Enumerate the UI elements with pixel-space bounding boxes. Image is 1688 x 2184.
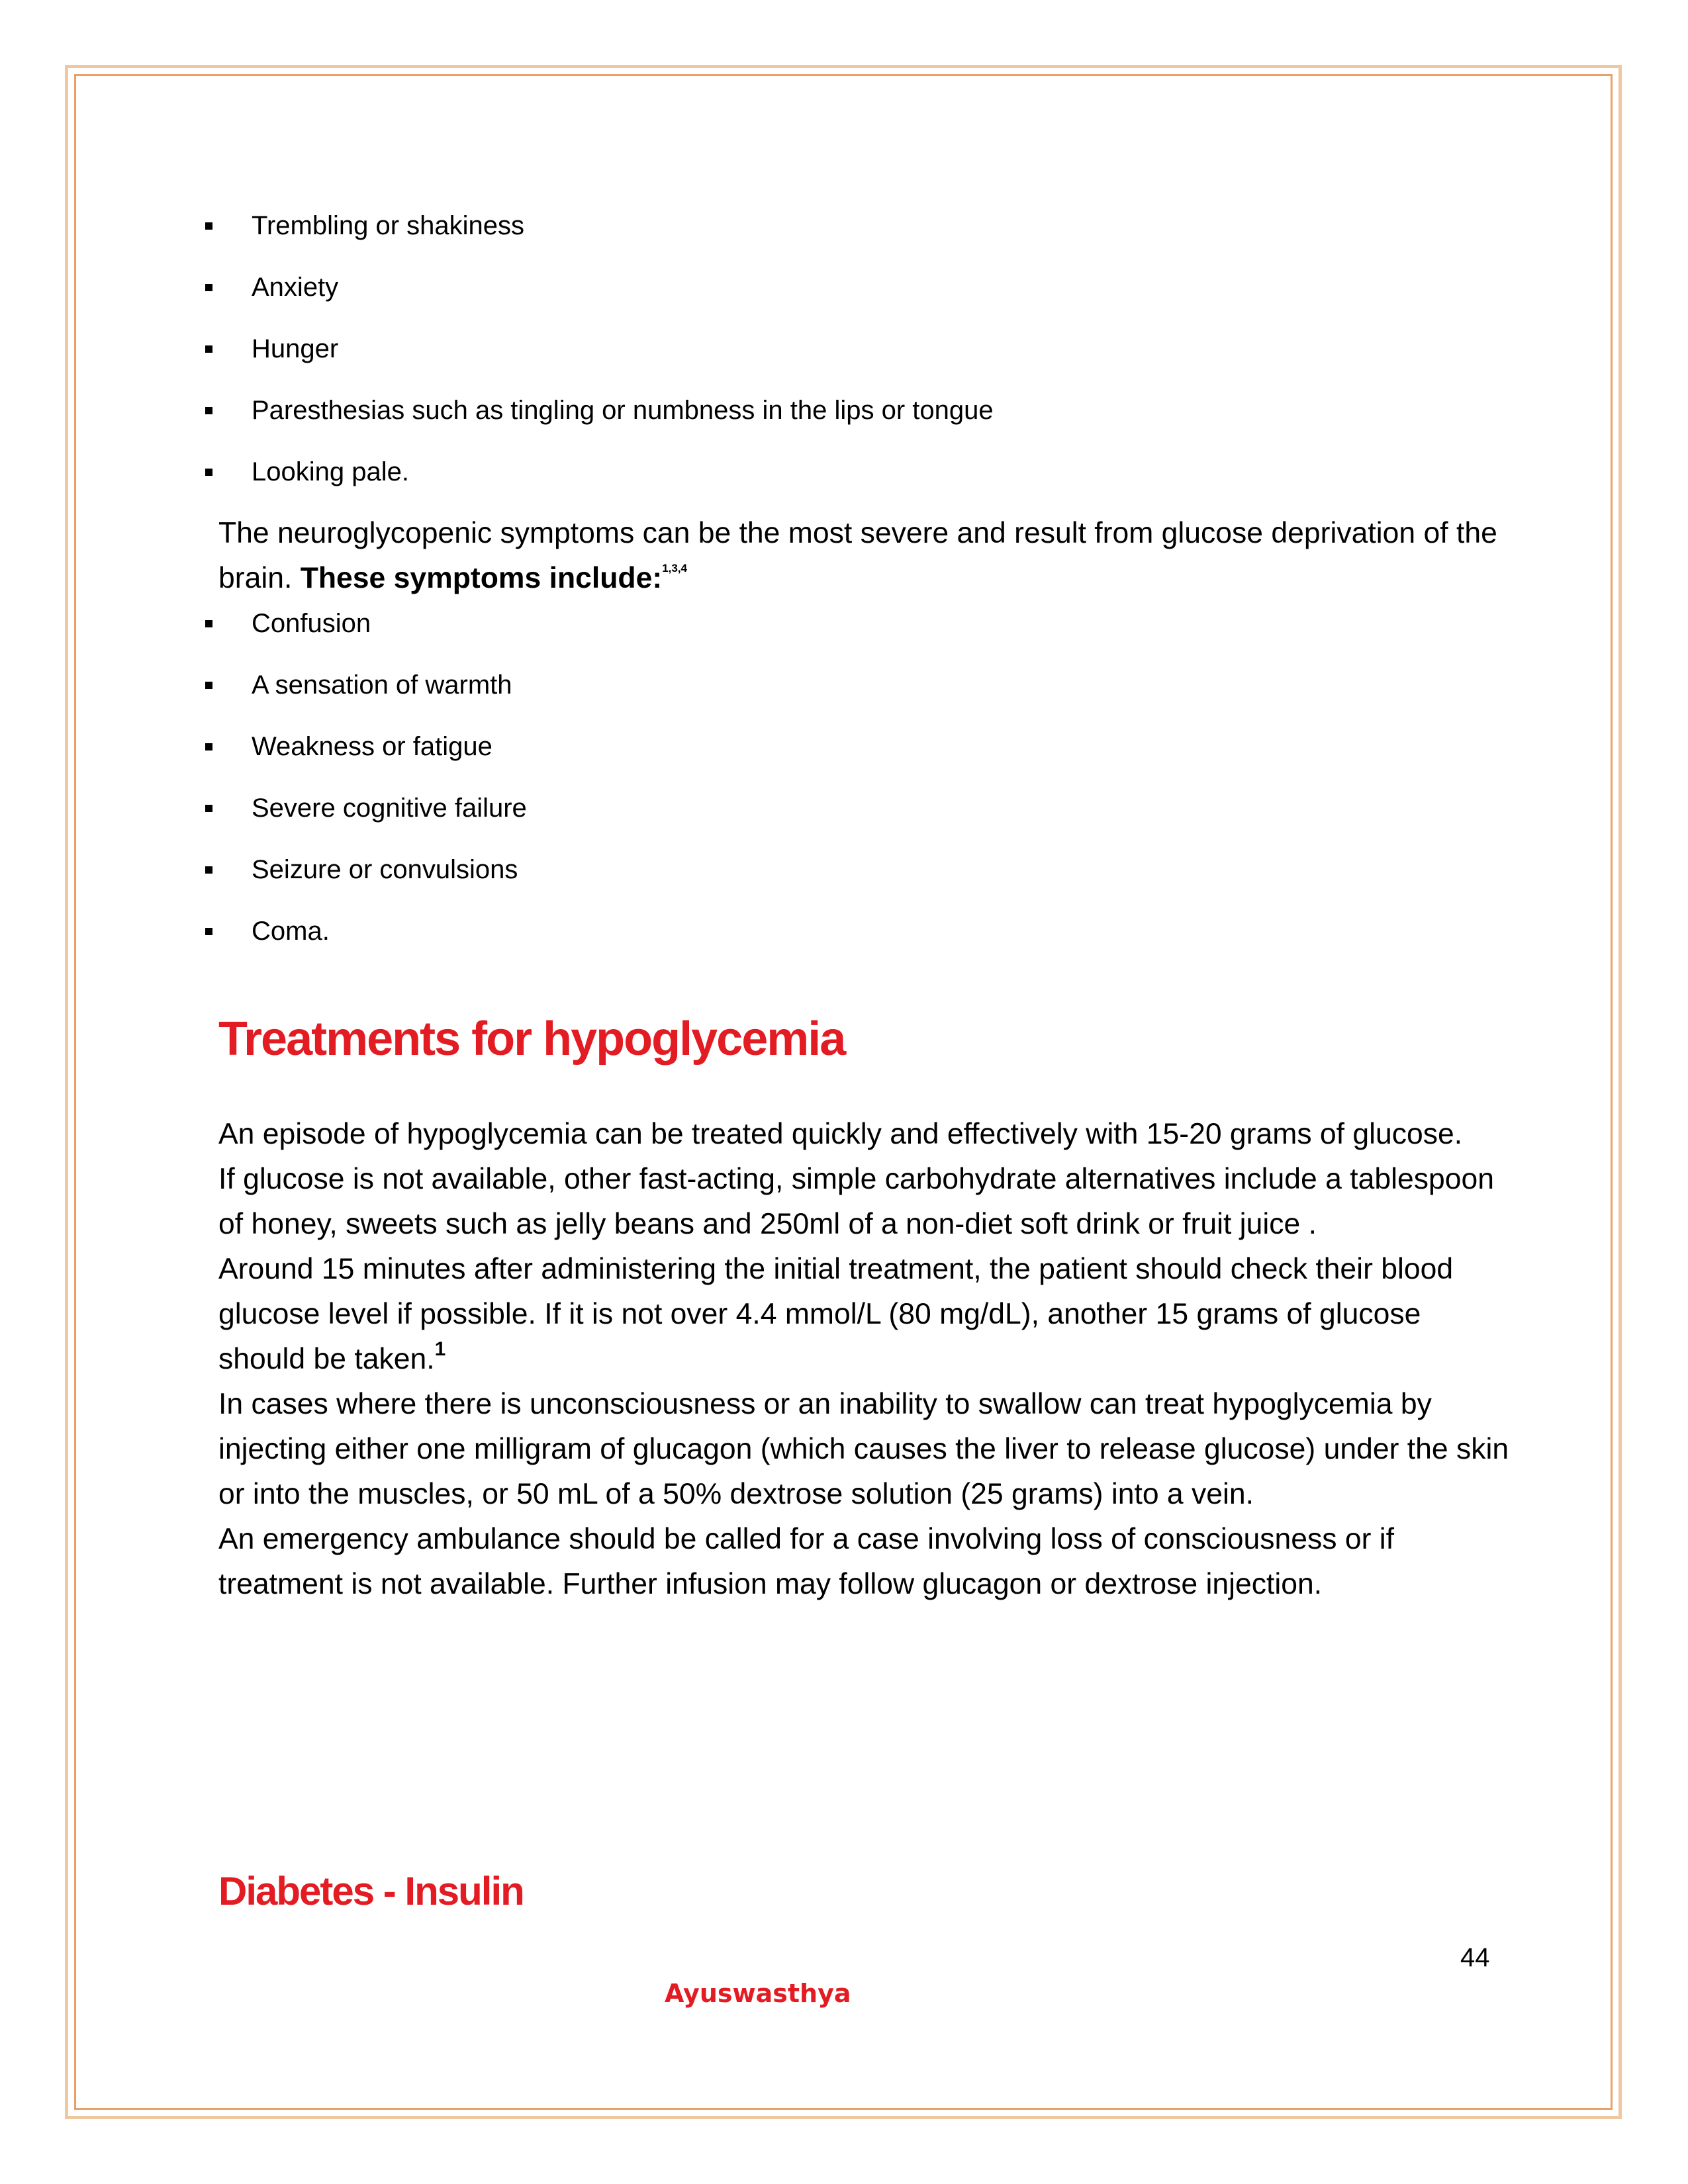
square-bullet-icon	[205, 407, 212, 414]
list-item: Looking pale.	[218, 441, 1509, 503]
page-number: 44	[1460, 1943, 1490, 1972]
treatment-paragraph: An emergency ambulance should be called for a case involving loss of consciousness or if treatment is not available. Further infusion may follow glucagon or dextrose injection.	[218, 1523, 1395, 1600]
treatment-paragraph: In cases where there is unconsciousness or an inability to swallow can treat hypoglycemia by injecting either one milligram of glucagon (which causes the liver to release glucose) under the skin or into the muscles, or 50 mL of a 50% dextrose solution (25 grams) into a vein.	[218, 1388, 1509, 1510]
list-item: Weakness or fatigue	[218, 716, 1509, 778]
treatment-paragraph: If glucose is not available, other fast-acting, simple carbohydrate alternatives include a tablespoon of honey, sweets such as jelly beans and 250ml of a non-diet soft drink or fruit juice .	[218, 1163, 1494, 1240]
list-item: Hunger	[218, 318, 1509, 380]
list-item: Coma.	[218, 901, 1509, 962]
list-item: Anxiety	[218, 257, 1509, 318]
symptom-list-adrenergic	[218, 195, 1509, 503]
treatment-body	[218, 1112, 1509, 1607]
square-bullet-icon	[205, 928, 212, 935]
neuroglycopenic-intro: The neuroglycopenic symptoms can be the most severe and result from glucose deprivation of the brain. These symptoms include:$^{1,3,4}$	[218, 517, 1497, 594]
square-bullet-icon	[205, 866, 212, 874]
list-item: Trembling or shakiness	[218, 195, 1509, 257]
section-heading-treatments: Treatments for hypoglycemia	[218, 1013, 845, 1066]
footer-brand: Ayuswasthya	[665, 1979, 851, 2008]
section-heading-insulin: Diabetes - Insulin	[218, 1869, 524, 1913]
treatment-paragraph: Around 15 minutes after administering the initial treatment, the patient should check their blood glucose level if possible. If it is not over 4.4 mmol/L (80 mg/dL), another 15 grams of glucose should be taken.$^1$	[218, 1253, 1454, 1375]
list-item: Severe cognitive failure	[218, 778, 1509, 839]
list-item: Seizure or convulsions	[218, 839, 1509, 901]
square-bullet-icon	[205, 805, 212, 812]
list-item: Confusion	[218, 593, 1509, 655]
treatment-paragraph: An episode of hypoglycemia can be treated quickly and effectively with 15-20 grams of glucose.	[218, 1118, 1463, 1150]
square-bullet-icon	[205, 743, 212, 751]
list-item: A sensation of warmth	[218, 655, 1509, 716]
square-bullet-icon	[205, 222, 212, 230]
list-item: Paresthesias such as tingling or numbness in the lips or tongue	[218, 380, 1509, 441]
symptom-list-neuroglycopenic	[218, 593, 1509, 962]
square-bullet-icon	[205, 620, 212, 627]
square-bullet-icon	[205, 682, 212, 689]
square-bullet-icon	[205, 284, 212, 291]
square-bullet-icon	[205, 345, 212, 353]
square-bullet-icon	[205, 469, 212, 476]
